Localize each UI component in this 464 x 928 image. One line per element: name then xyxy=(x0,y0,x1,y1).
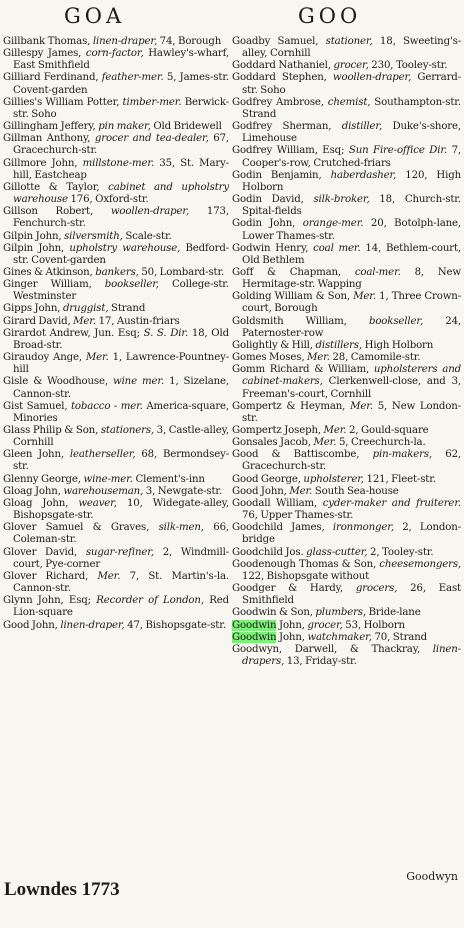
entry-name: Goddard Nathaniel, xyxy=(232,60,331,72)
entry-address: 7, Cooper's-row, Crutched-friars xyxy=(242,145,462,169)
entry-name: Glenny George, xyxy=(3,473,81,485)
directory-entry xyxy=(232,145,461,169)
entry-address: 5, James-str. Covent-garden xyxy=(13,72,230,96)
entry-address: Scale-str. xyxy=(125,230,172,242)
directory-entry xyxy=(3,316,229,328)
directory-entry xyxy=(3,425,229,449)
left-column xyxy=(3,36,229,632)
entry-address: 176, Oxford-str. xyxy=(70,194,149,206)
entry-name: Goodall William, xyxy=(232,497,318,509)
directory-entry xyxy=(3,206,229,230)
entry-name: Gillson Robert, xyxy=(3,206,94,218)
entry-trade: druggist, xyxy=(62,303,109,315)
entry-name: Good John, xyxy=(3,619,58,631)
entry-name: Gillespy James, xyxy=(3,48,82,60)
entry-trade: feather-mer. xyxy=(101,72,164,84)
entry-trade: linen-draper, xyxy=(60,619,125,631)
entry-trade: Sun Fire-office Dir. xyxy=(348,145,448,157)
entry-name: Good John, xyxy=(232,485,287,497)
entry-address: 70, Strand xyxy=(374,631,428,643)
entry-trade: linen-draper, xyxy=(92,36,158,47)
directory-entry xyxy=(3,571,229,595)
entry-trade: timber-mer. xyxy=(122,96,182,108)
directory-entry xyxy=(232,449,461,473)
entry-name: John, xyxy=(279,631,305,643)
entry-name: Gilpin John, xyxy=(3,230,62,242)
entry-address: Bedford-str. Covent-garden xyxy=(13,242,230,266)
entry-trade: upholsterers and cabinet-makers, xyxy=(242,364,461,388)
entry-address: 68, Bermondsey-str. xyxy=(13,449,230,473)
entry-address: Clerkenwell-close, and 3, Freeman's-court, Cornhill xyxy=(242,376,461,400)
directory-entry xyxy=(232,291,461,315)
entry-name: Golightly & Hill, xyxy=(232,339,313,351)
entry-address: 76, Upper Thames-str. xyxy=(242,510,354,522)
entry-trade: upholstry warehouse, xyxy=(69,242,181,254)
entry-address: 3, Castle-alley, Cornhill xyxy=(13,425,229,449)
entry-trade: coal mer. xyxy=(313,242,361,254)
entry-trade: plumbers, xyxy=(315,607,366,619)
directory-entry xyxy=(3,303,229,315)
directory-entry xyxy=(232,60,461,72)
entry-trade: stationers, xyxy=(100,425,155,436)
directory-entry xyxy=(232,522,461,546)
entry-name: Godfrey William, Esq; xyxy=(232,145,345,157)
entry-trade: Recorder of London, xyxy=(96,595,204,607)
directory-entry xyxy=(232,607,461,619)
entry-address: 7, St. Martin's-la. Cannon-str. xyxy=(13,570,229,595)
entry-trade: haberdasher, xyxy=(330,169,397,181)
directory-entry xyxy=(3,121,229,133)
entry-address: 230, Tooley-str. xyxy=(371,60,448,72)
entry-address: 66, Coleman-str. xyxy=(13,522,230,546)
directory-entry xyxy=(3,182,229,206)
directory-entry xyxy=(232,425,461,437)
entry-trade: wine mer. xyxy=(113,376,165,388)
entry-address: Southampton-str. Strand xyxy=(242,96,461,120)
entry-name: Gilpin John, xyxy=(3,242,65,254)
entry-trade: Mer. xyxy=(323,425,347,436)
entry-trade: stationer, xyxy=(325,36,373,47)
entry-address: 1, Sizelane, Cannon-str. xyxy=(13,376,230,400)
directory-entry xyxy=(3,498,229,522)
entry-address: Duke's-shore, Limehouse xyxy=(242,121,461,145)
entry-address: 18, Old Broad-str. xyxy=(13,327,229,351)
entry-trade: silversmith, xyxy=(64,230,123,242)
entry-address: 18, Church-str. Spital-fields xyxy=(242,194,461,218)
right-column xyxy=(232,36,461,668)
entry-address: 2, Tooley-str. xyxy=(370,546,434,558)
entry-trade: sugar-refiner, xyxy=(85,546,154,558)
entry-address: Bride-lane xyxy=(368,607,421,619)
entry-address: 28, Camomile-str. xyxy=(332,352,421,364)
entry-name: Gist Samuel, xyxy=(3,400,68,412)
directory-entry xyxy=(3,97,229,121)
directory-entry xyxy=(3,158,229,182)
entry-address: Strand xyxy=(111,303,146,315)
entry-address: Old Bridewell xyxy=(153,121,222,133)
entry-name: Goodchild Jos. xyxy=(232,546,304,558)
entry-name: Gillman Anthony, xyxy=(3,133,91,145)
entry-trade: pin-makers, xyxy=(372,449,433,461)
directory-entry xyxy=(232,547,461,559)
directory-entry xyxy=(232,498,461,522)
directory-entry xyxy=(3,48,229,72)
entry-name: Golding William & Son, xyxy=(232,291,350,303)
entry-trade: woollen-draper, xyxy=(110,206,190,218)
entry-name: Gloag John, xyxy=(3,485,61,497)
entry-trade: cheesemongers, xyxy=(379,558,461,570)
entry-name: Godwin Henry, xyxy=(232,242,309,254)
entry-trade: tobacco - mer. xyxy=(70,400,143,412)
entry-trade: cyder-maker and fruiterer. xyxy=(322,497,462,509)
directory-entry xyxy=(232,72,461,96)
directory-entry xyxy=(232,352,461,364)
entry-address: 5, Creechurch-la. xyxy=(338,437,426,449)
entry-trade: wine-mer. xyxy=(83,473,133,485)
entry-address: 5, New London-str. xyxy=(242,400,461,424)
column-header-right: GOO xyxy=(298,4,362,28)
entry-name: Gompertz Joseph, xyxy=(232,425,321,436)
entry-name: Glover Samuel & Graves, xyxy=(3,522,150,534)
entry-name: Good George, xyxy=(232,473,301,485)
directory-entry xyxy=(3,449,229,473)
footer-label: Lowndes 1773 xyxy=(4,879,120,900)
entry-trade: silk-broker, xyxy=(313,194,370,206)
entry-name: Goodwyn, Darwell, & Thackray, xyxy=(232,643,421,655)
entry-address: 14, Bethlem-court, Old Bethlem xyxy=(242,242,462,266)
directory-entry xyxy=(232,267,461,291)
entry-address: 24, Paternoster-row xyxy=(242,315,461,339)
entry-name: Goodchild James, xyxy=(232,522,325,534)
entry-address: College-str. Westminster xyxy=(13,279,229,303)
entry-name: Godin Benjamin, xyxy=(232,169,322,181)
highlighted-surname: Goodwin xyxy=(232,619,277,631)
directory-entry xyxy=(3,352,229,376)
directory-entry xyxy=(3,595,229,619)
entry-trade: warehouseman, xyxy=(63,485,144,497)
entry-address: 1, Three Crown-court, Borough xyxy=(242,291,461,315)
directory-entry xyxy=(3,36,229,48)
entry-name: Goodwin & Son, xyxy=(232,607,313,619)
entry-name: Godfrey Ambrose, xyxy=(232,96,324,108)
entry-name: Gomm Richard & William, xyxy=(232,364,370,376)
entry-trade: silk-men, xyxy=(158,522,204,534)
entry-trade: grocer and tea-dealer, xyxy=(94,133,209,145)
entry-address: 10, Widegate-alley, Bishopsgate-str. xyxy=(13,497,230,522)
directory-entry xyxy=(3,267,229,279)
directory-entry xyxy=(232,243,461,267)
entry-address: South Sea-house xyxy=(314,485,399,497)
entry-trade: watchmaker, xyxy=(307,631,372,643)
entry-address: High Holborn xyxy=(364,339,434,351)
entry-name: Ginger William, xyxy=(3,279,92,291)
entry-name: Glass Philip & Son, xyxy=(3,425,99,436)
entry-name: Goff & Chapman, xyxy=(232,266,342,278)
entry-address: 17, Austin-friars xyxy=(98,315,180,327)
entry-name: Glover David, xyxy=(3,546,78,558)
entry-trade: leatherseller, xyxy=(69,449,136,461)
directory-entry xyxy=(232,97,461,121)
entry-trade: coal-mer. xyxy=(354,266,401,278)
entry-name: Gillotte & Taylor, xyxy=(3,181,100,193)
entry-name: Godin David, xyxy=(232,194,304,206)
directory-entry xyxy=(3,474,229,486)
entry-address: 2, Gould-square xyxy=(349,425,429,436)
entry-trade: upholsterer, xyxy=(303,473,364,485)
directory-entry xyxy=(232,340,461,352)
directory-entry xyxy=(232,316,461,340)
entry-trade: Mer. xyxy=(97,570,121,582)
entry-trade: linen-drapers, xyxy=(242,643,461,667)
directory-entry xyxy=(3,620,229,632)
column-header-left: GOA xyxy=(64,4,126,28)
entry-trade: cabinet and upholstry warehouse xyxy=(13,181,229,206)
entry-trade: chemist, xyxy=(327,96,371,108)
entry-name: Gines & Atkinson, xyxy=(3,266,93,278)
entry-name: Gisle & Woodhouse, xyxy=(3,376,108,388)
entry-address: 120, High Holborn xyxy=(242,169,462,193)
directory-entry xyxy=(3,522,229,546)
directory-entry xyxy=(232,632,461,644)
entry-name: Gilliard Ferdinand, xyxy=(3,72,99,84)
entry-address: 13, Friday-str. xyxy=(286,655,357,667)
entry-trade: Mer. xyxy=(353,291,376,303)
entry-address: Red Lion-square xyxy=(13,595,229,619)
entry-trade: Mer. xyxy=(73,315,96,327)
entry-trade: ironmonger, xyxy=(332,522,394,534)
directory-entry xyxy=(3,243,229,267)
entry-trade: millstone-mer. xyxy=(82,157,155,169)
entry-trade: corn-factor, xyxy=(85,48,144,60)
entry-trade: bookseller, xyxy=(104,279,159,291)
directory-entry xyxy=(232,364,461,400)
directory-entry xyxy=(232,644,461,668)
entry-trade: grocers, xyxy=(355,583,398,595)
entry-name: Goadby Samuel, xyxy=(232,36,319,47)
directory-entry xyxy=(3,328,229,352)
directory-entry xyxy=(232,401,461,425)
directory-entry xyxy=(3,486,229,498)
entry-name: Goldsmith William, xyxy=(232,315,347,327)
entry-address: America-square, Minories xyxy=(13,400,230,424)
entry-name: Godin John, xyxy=(232,218,296,230)
directory-entry xyxy=(232,559,461,583)
entry-address: 121, Fleet-str. xyxy=(366,473,436,485)
entry-address: 53, Holborn xyxy=(345,619,405,631)
entry-trade: Mer. xyxy=(289,485,313,497)
entry-address: 62, Gracechurch-str. xyxy=(242,449,461,473)
entry-address: 3, Newgate-str. xyxy=(145,485,223,497)
directory-entry xyxy=(232,121,461,145)
entry-name: Girardot Andrew, Jun. Esq; xyxy=(3,327,140,339)
entry-trade: Mer. xyxy=(307,352,330,364)
directory-entry xyxy=(3,376,229,400)
entry-trade: Mer. xyxy=(313,437,337,449)
entry-address: 1, Lawrence-Pountney-hill xyxy=(13,352,229,376)
entry-name: Goodenough Thomas & Son, xyxy=(232,558,377,570)
entry-address: 2, Windmill-court, Pye-corner xyxy=(13,546,230,570)
directory-entry xyxy=(232,194,461,218)
highlighted-surname: Goodwin xyxy=(232,631,277,643)
entry-name: Goddard Stephen, xyxy=(232,72,327,84)
entry-trade: orange-mer. xyxy=(302,218,364,230)
entry-trade: grocer, xyxy=(333,60,369,72)
entry-name: Good & Battiscombe, xyxy=(232,449,360,461)
entry-name: Goodger & Hardy, xyxy=(232,583,344,595)
entry-address: 122, Bishopsgate without xyxy=(242,570,370,582)
entry-trade: distillers, xyxy=(315,339,363,351)
entry-name: Gompertz & Heyman, xyxy=(232,400,346,412)
entry-trade: grocer, xyxy=(307,619,343,631)
entry-address: 20, Botolph-lane, Lower Thames-str. xyxy=(242,218,462,242)
directory-entry xyxy=(3,231,229,243)
directory-entry xyxy=(232,218,461,242)
entry-trade: Mer. xyxy=(85,352,109,364)
directory-entry xyxy=(3,401,229,425)
entry-name: Glynn John, Esq; xyxy=(3,595,91,607)
entry-trade: bookseller, xyxy=(368,315,424,327)
entry-trade: Mer. xyxy=(350,400,373,412)
entry-trade: pin maker, xyxy=(98,121,151,133)
entry-name: Gomes Moses, xyxy=(232,352,305,364)
entry-name: Gillies's William Potter, xyxy=(3,96,120,108)
directory-entry xyxy=(232,36,461,60)
entry-name: Girard David, xyxy=(3,315,71,327)
entry-name: Giraudoy Ange, xyxy=(3,352,82,364)
directory-entry xyxy=(232,474,461,486)
entry-address: 35, St. Mary-hill, Eastcheap xyxy=(13,157,230,181)
entry-name: Gillingham Jeffery, xyxy=(3,121,96,133)
entry-trade: S. S. Dir. xyxy=(143,327,189,339)
directory-entry xyxy=(3,133,229,157)
entry-name: Gillbank Thomas, xyxy=(3,36,91,47)
entry-address: Berwick-str. Soho xyxy=(13,96,229,120)
directory-entry xyxy=(3,547,229,571)
directory-entry xyxy=(232,170,461,194)
entry-name: John, xyxy=(279,619,305,631)
entry-address: 173, Fenchurch-str. xyxy=(13,206,229,230)
entry-trade: bankers, xyxy=(95,266,139,278)
entry-name: Gillmore John, xyxy=(3,157,78,169)
catchword: Goodwyn xyxy=(406,870,458,883)
entry-address: 2, London-bridge xyxy=(242,522,461,546)
entry-name: Gleen John, xyxy=(3,449,64,461)
entry-name: Gipps John, xyxy=(3,303,61,315)
entry-address: 67, Gracechurch-str. xyxy=(13,133,230,157)
entry-address: 18, Sweeting's-alley, Cornhill xyxy=(242,36,461,60)
directory-entry xyxy=(232,437,461,449)
entry-name: Gloag John, xyxy=(3,497,69,509)
entry-trade: distiller, xyxy=(341,121,383,133)
entry-address: 50, Lombard-str. xyxy=(141,266,225,278)
entry-address: 74, Borough xyxy=(159,36,222,47)
directory-entry xyxy=(232,620,461,632)
entry-trade: weaver, xyxy=(78,497,117,509)
entry-address: Gerrard-str. Soho xyxy=(242,72,461,96)
entry-name: Godfrey Sherman, xyxy=(232,121,332,133)
entry-address: 26, East Smithfield xyxy=(242,583,461,607)
entry-trade: glass-cutter, xyxy=(306,546,368,558)
entry-address: 47, Bishopsgate-str. xyxy=(127,619,226,631)
entry-name: Glover Richard, xyxy=(3,570,89,582)
entry-address: Clement's-inn xyxy=(135,473,205,485)
directory-entry xyxy=(232,583,461,607)
directory-entry xyxy=(3,72,229,96)
entry-trade: woollen-draper, xyxy=(332,72,412,84)
entry-address: Hawley's-wharf, East Smithfield xyxy=(13,48,229,72)
entry-name: Gonsales Jacob, xyxy=(232,437,311,449)
entry-address: 8, New Hermitage-str. Wapping xyxy=(242,266,461,291)
directory-entry xyxy=(232,486,461,498)
directory-entry xyxy=(3,279,229,303)
